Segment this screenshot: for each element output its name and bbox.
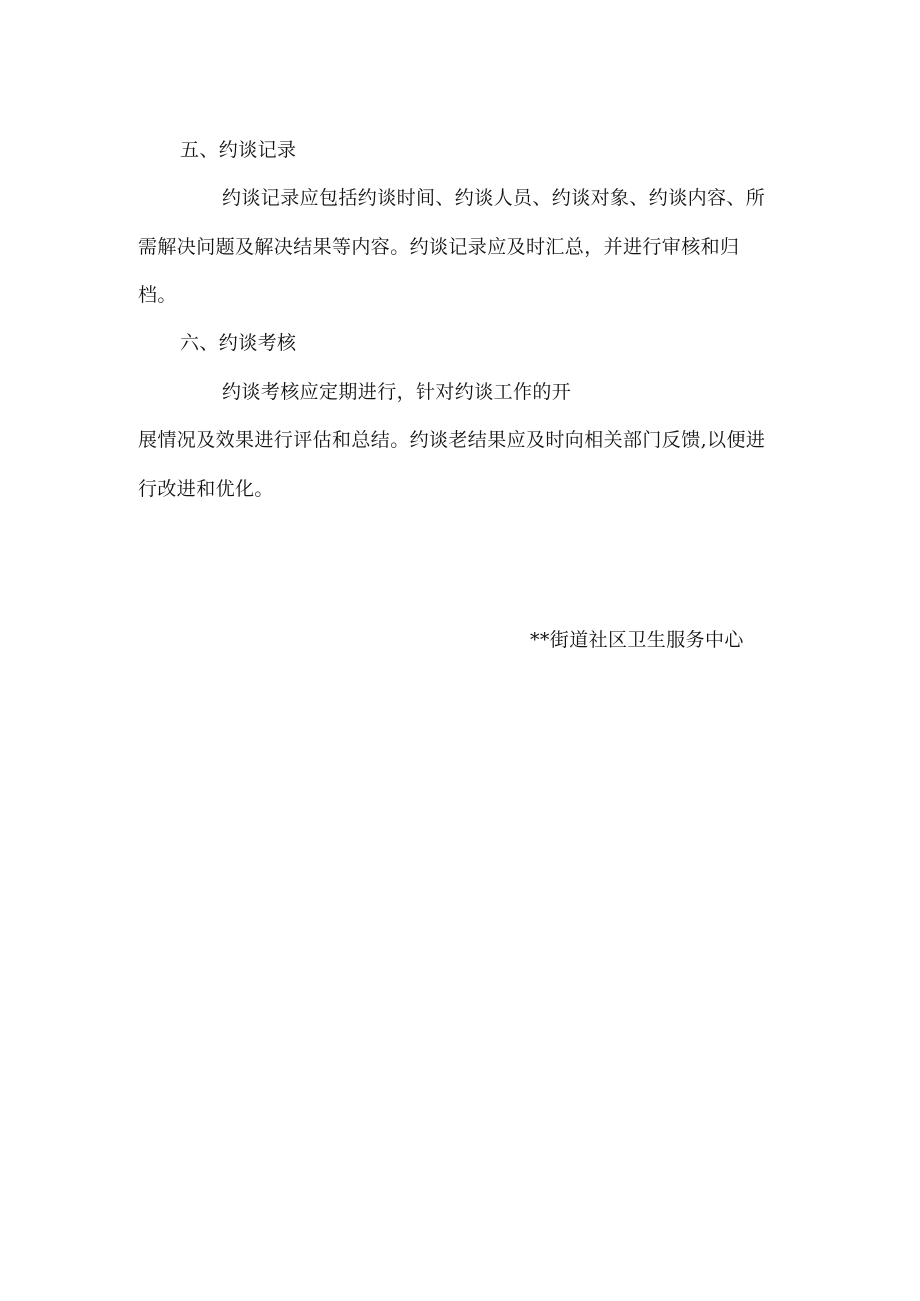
section-6-line-3: 行改进和优化。 [138, 478, 274, 500]
section-6-line-1: 约谈考核应定期进行，针对约谈工作的开 [222, 381, 572, 403]
section-5-line-3: 档。 [138, 284, 177, 306]
section-5-heading: 五、约谈记录 [180, 139, 297, 161]
organization-signature: **街道社区卫生服务中心 [530, 629, 744, 651]
section-5-line-2: 需解决问题及解决结果等内容。约谈记录应及时汇总，并进行审核和归 [138, 236, 740, 258]
section-5-line-1: 约谈记录应包括约谈时间、约谈人员、约谈对象、约谈内容、所 [222, 187, 766, 209]
section-6-heading: 六、约谈考核 [180, 332, 297, 354]
section-6-line-2: 展情况及效果进行评估和总结。约谈老结果应及时向相关部门反馈,以便进 [138, 429, 766, 451]
